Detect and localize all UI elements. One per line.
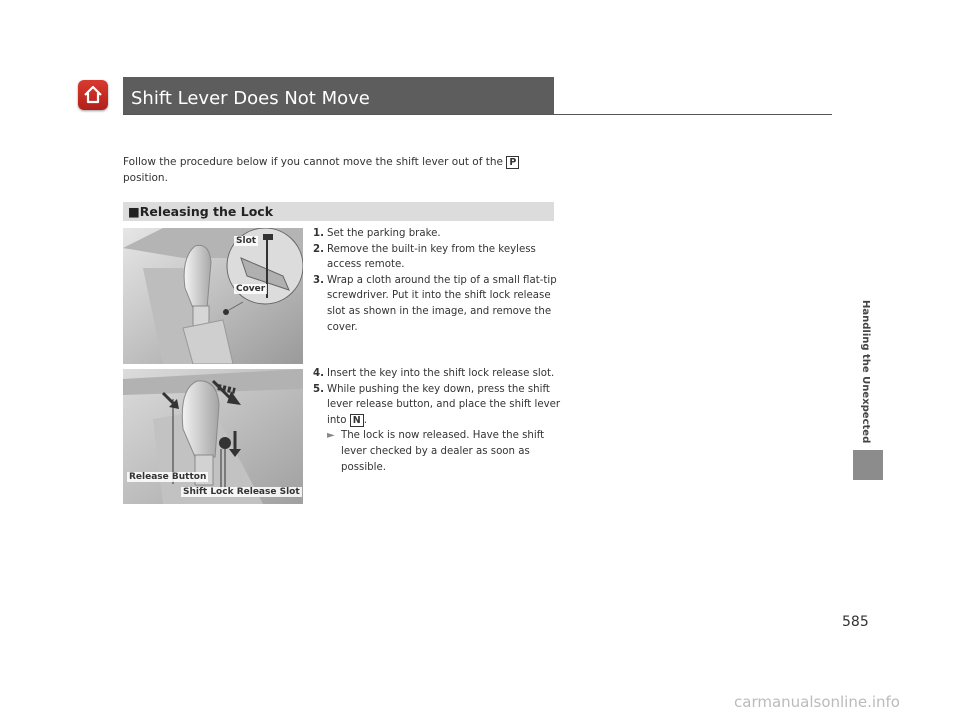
cover-label: Cover bbox=[236, 284, 266, 294]
page-title-bar bbox=[123, 77, 554, 114]
list-item bbox=[313, 242, 561, 273]
step-number: 3. bbox=[313, 274, 324, 286]
slot-label: Slot bbox=[236, 236, 257, 246]
result-note bbox=[313, 428, 561, 475]
step-number: 5. bbox=[313, 383, 324, 395]
steps-list-a bbox=[313, 226, 561, 335]
title-divider bbox=[123, 114, 832, 115]
list-item bbox=[313, 366, 561, 382]
step-text: While pushing the key down, press the shift lever release button, and place the shift lever into bbox=[327, 383, 561, 426]
shift-lock-slot-label: Shift Lock Release Slot bbox=[183, 487, 300, 497]
section-header bbox=[123, 202, 554, 221]
step-text: Insert the key into the shift lock release slot. bbox=[327, 368, 555, 379]
gear-p-symbol: P bbox=[506, 156, 519, 169]
step-number: 1. bbox=[313, 228, 324, 239]
step-text: Remove the built-in key from the keyless access remote. bbox=[327, 243, 536, 271]
step-number: 4. bbox=[313, 368, 324, 379]
intro-text-end: position. bbox=[123, 172, 168, 184]
shift-lever-illustration bbox=[123, 228, 303, 364]
home-icon bbox=[78, 80, 108, 110]
list-item bbox=[313, 382, 561, 429]
page-number: 585 bbox=[842, 614, 869, 630]
release-button-label: Release Button bbox=[129, 472, 207, 482]
step-number: 2. bbox=[313, 243, 324, 255]
shift-lock-release-image bbox=[123, 369, 303, 504]
chapter-tab[interactable] bbox=[853, 450, 883, 480]
page-title: Shift Lever Does Not Move bbox=[131, 88, 370, 109]
steps-list-b bbox=[313, 366, 561, 475]
intro-text: Follow the procedure below if you cannot move the shift lever out of the bbox=[123, 156, 507, 168]
chapter-title: Handling the Unexpected bbox=[860, 300, 871, 444]
arrow-right-icon: ► bbox=[327, 430, 335, 442]
watermark: carmanualsonline.info bbox=[734, 693, 900, 711]
step-text: Wrap a cloth around the tip of a small flat-tip screwdriver. Put it into the shift lock release slot as shown in the image, and remove the cover. bbox=[327, 274, 557, 333]
note-text: The lock is now released. Have the shift lever checked by a dealer as soon as possible. bbox=[341, 430, 545, 473]
chapter-side-label bbox=[857, 300, 873, 450]
section-title: ■Releasing the Lock bbox=[128, 204, 274, 219]
list-item bbox=[313, 226, 561, 242]
gear-n-symbol: N bbox=[350, 414, 364, 427]
step-text: Set the parking brake. bbox=[327, 228, 441, 239]
list-item bbox=[313, 273, 561, 335]
shift-release-illustration bbox=[123, 369, 303, 504]
intro-paragraph bbox=[123, 154, 533, 186]
step-text-end: . bbox=[363, 414, 367, 426]
shift-lever-cover-image bbox=[123, 228, 303, 364]
home-button[interactable] bbox=[78, 80, 108, 110]
